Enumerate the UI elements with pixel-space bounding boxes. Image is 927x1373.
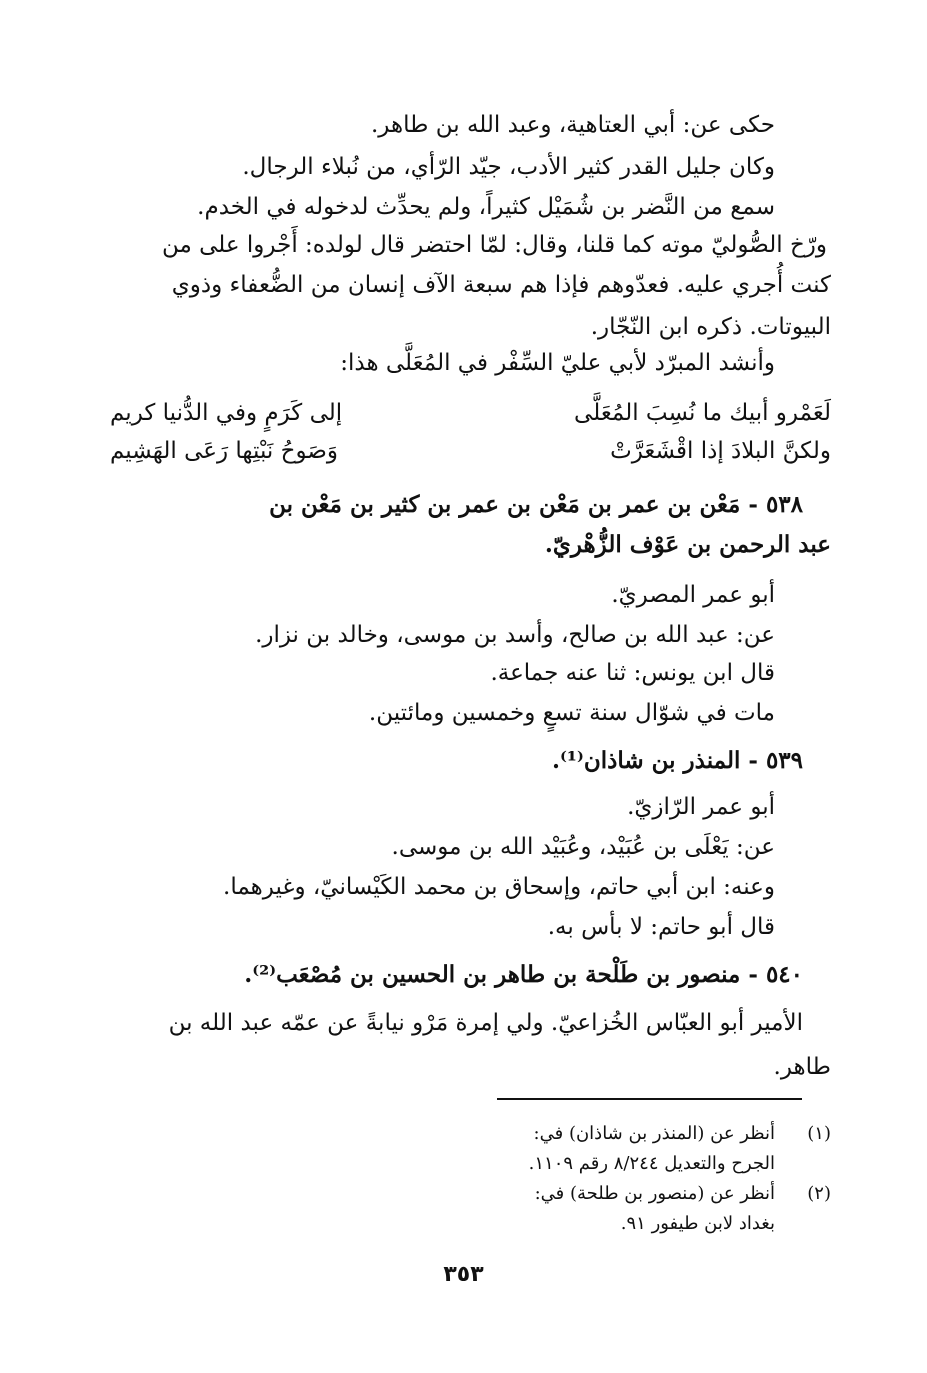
text-line: أبو عمر المصريّ. bbox=[611, 582, 775, 608]
entry-heading: ٥٣٨ - مَعْن بن عمر بن مَعْن بن عمر بن كثير بن مَعْن بن bbox=[269, 491, 803, 518]
poem-hemistich-first: ولكنَّ البلادَ إذا اقْشَعَرَّتْ bbox=[610, 438, 831, 464]
text-line: حكى عن: أبي العتاهية، وعبد الله بن طاهر. bbox=[370, 112, 775, 138]
page-number: ٣٥٣ bbox=[443, 1262, 484, 1287]
text-line: سمع من النَّضر بن شُمَيْل كثيراً، ولم يحدِّث لدخوله في الخدم. bbox=[197, 194, 775, 220]
text-line: قال أبو حاتم: لا بأس به. bbox=[547, 914, 775, 940]
text-line: عن: يَعْلَى بن عُبَيْد، وعُبَيْد الله بن موسى. bbox=[391, 834, 775, 860]
footnote-marker: (٢) bbox=[807, 1183, 831, 1204]
text-line: مات في شوّال سنة تسعٍ وخمسين ومائتين. bbox=[368, 700, 775, 726]
text-line: وعنه: ابن أبي حاتم، وإسحاق بن محمد الكَيْسانيّ، وغيرهما. bbox=[223, 874, 775, 900]
text-line: وكان جليل القدر كثير الأدب، جيّد الرّأي، من نُبلاء الرجال. bbox=[242, 154, 775, 180]
poem-hemistich-second: إلى كَرَمٍ وفي الدُّنيا كريم bbox=[110, 400, 343, 426]
footnote-text: بغداد لابن طيفور ٩١. bbox=[620, 1213, 775, 1234]
footnote-divider bbox=[497, 1098, 802, 1100]
text-line: كنت أُجري عليه. فعدّوهم فإذا هم سبعة الآف إنسان من الضُّعفاء وذوي bbox=[171, 272, 831, 298]
footnote-text: الجرح والتعديل ٨/٢٤٤ رقم ١١٠٩. bbox=[528, 1153, 775, 1174]
entry-heading: عبد الرحمن بن عَوْف الزُّهْريّ. bbox=[544, 531, 831, 558]
text-line: ورّخ الصُّوليّ موته كما قلنا، وقال: لمّا احتضر قال لولده: أَجْروا على من bbox=[161, 232, 827, 258]
poem-hemistich-second: وَصَوحُ نَبْتِها رَعَى الهَشِيم bbox=[110, 438, 338, 464]
entry-heading: ٥٣٩ - المنذر بن شاذان⁽¹⁾. bbox=[552, 747, 803, 774]
text-line: عن: عبد الله بن صالح، وأسد بن موسى، وخالد بن نزار. bbox=[255, 622, 775, 648]
footnote-text: أنظر عن (المنذر بن شاذان) في: bbox=[533, 1123, 775, 1144]
footnote-text: أنظر عن (منصور بن طلحة) في: bbox=[534, 1183, 775, 1204]
entry-heading: ٥٤٠ - منصور بن طَلْحة بن طاهر بن الحسين بن مُصْعَب⁽²⁾. bbox=[244, 961, 803, 988]
text-line: أبو عمر الرّازيّ. bbox=[627, 794, 775, 820]
text-line: طاهر. bbox=[773, 1054, 831, 1080]
text-line: قال ابن يونس: ثنا عنه جماعة. bbox=[490, 660, 775, 686]
poem-hemistich-first: لَعَمْرو أبيك ما نُسِبَ المُعَلَّى bbox=[574, 400, 831, 426]
text-line: البيوتات. ذكره ابن النّجّار. bbox=[590, 314, 831, 340]
footnote-marker: (١) bbox=[807, 1123, 831, 1144]
text-line: وأنشد المبرّد لأبي عليّ السِّفْر في المُعَلَّى هذا: bbox=[340, 350, 775, 376]
text-line: الأمير أبو العبّاس الخُزاعيّ. ولي إمرة مَرْو نيابةً عن عمّه عبد الله بن bbox=[168, 1010, 803, 1036]
